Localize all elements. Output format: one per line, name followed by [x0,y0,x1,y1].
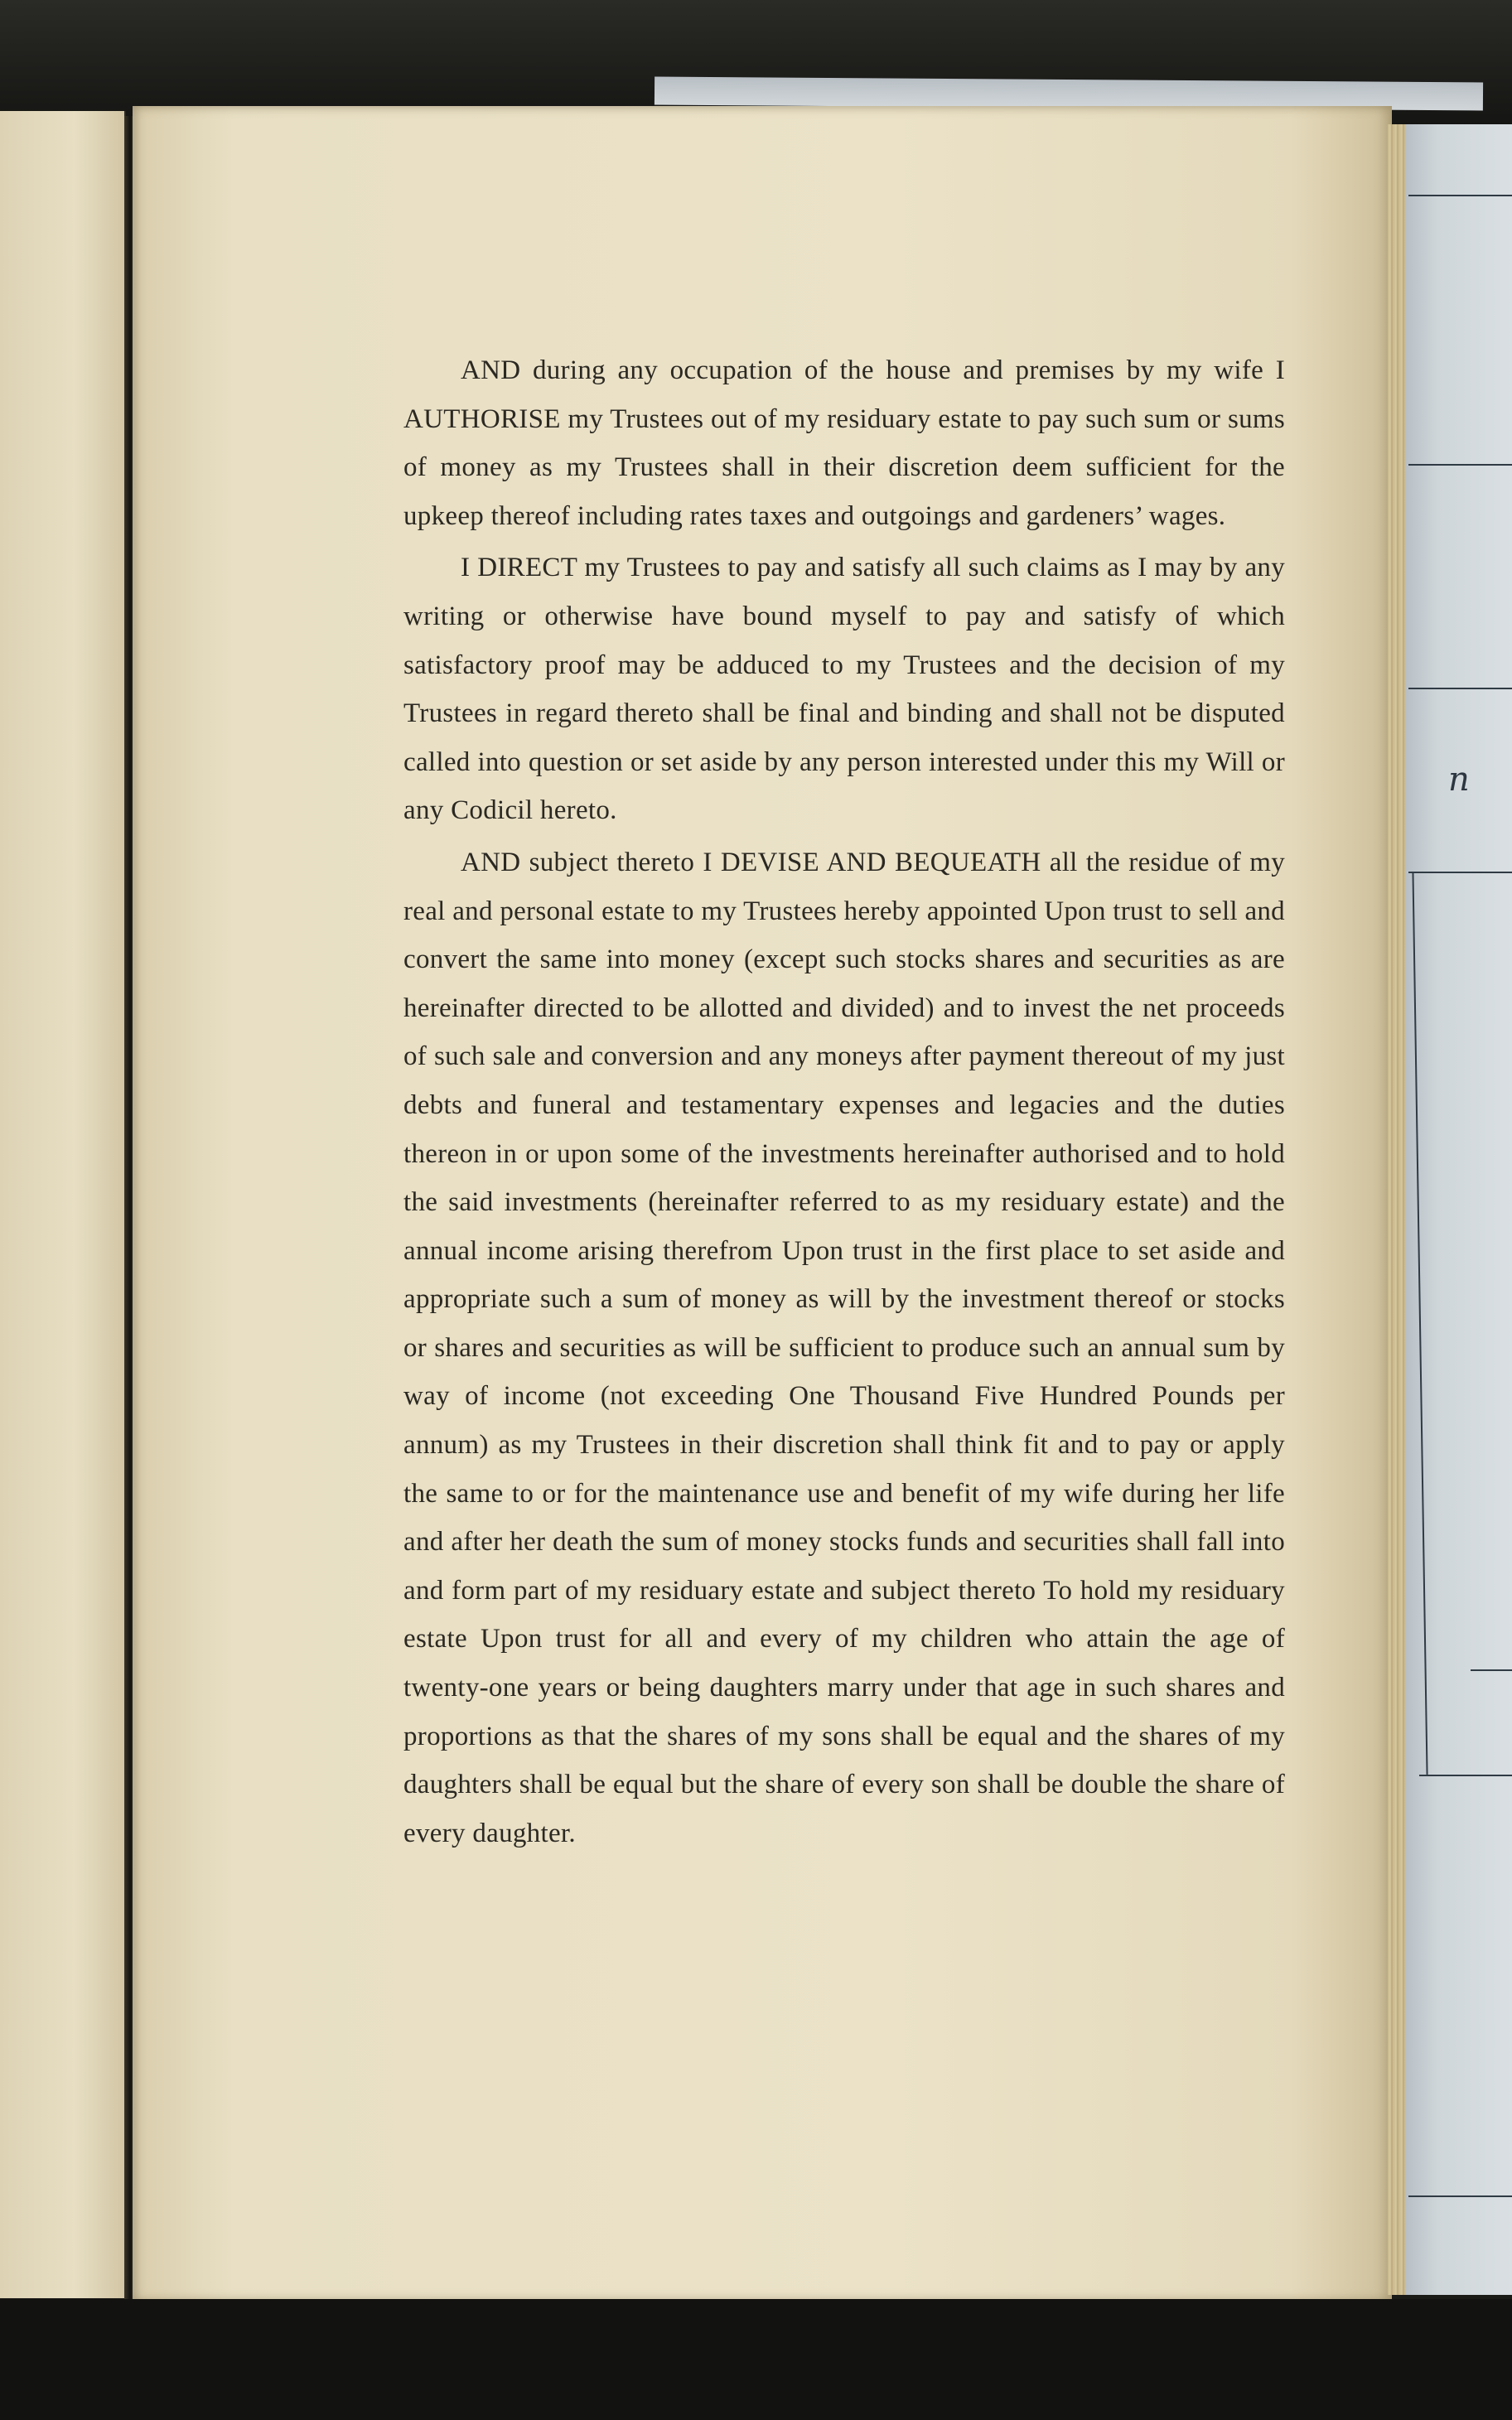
left-facing-page [0,111,126,2298]
map-line [1419,1775,1512,1776]
map-line [1408,688,1512,689]
attached-map-sheet [1406,124,1512,2295]
will-text [403,346,1285,1861]
page-edge-stack [1388,124,1406,2295]
paragraph-residue: AND subject thereto I DEVISE AND BEQUEATH all the residue of my real and personal estate to my Trustees hereby appointed Upon trust to sell and convert the same into money (except such stocks shares and securities as are hereinafter directed to be allotted and divided) and to invest the net proceeds of such sale and conversion and any moneys after payment thereout of my just debts and funeral and testamentary expenses and legacies and the duties thereon in or upon some of the investments hereinafter authorised and to hold the said investments (hereinafter referred to as my residuary estate) and the annual income arising therefrom Upon trust in the first place to set aside and appropriate such a sum of money as will by the investment thereof or stocks or shares and securities as will be sufficient to produce such an annual sum by way of income (not exceeding One Thousand Five Hundred Pounds per annum) as my Trustees in their discretion shall think fit and to pay or apply the same to or for the maintenance use and benefit of my wife during her life and after her death the sum of money stocks funds and securities shall fall into and form part of my residuary estate and subject thereto To hold my residuary estate Upon trust for all and every of my children who attain the age of twenty-one years or being daughters marry under that age in such shares and proportions as that the shares of my sons shall be equal and the shares of my daughters shall be equal but the share of every son shall be double the share of every daughter. [403,847,1285,1848]
handwritten-mark: n [1448,761,1470,799]
background-bottom [0,2299,1512,2420]
map-line [1408,464,1512,466]
paragraph-claims: I DIRECT my Trustees to pay and satisfy all such claims as I may by any writing or otherwise have bound myself to pay and satisfy of which satisfactory proof may be adduced to my Trustees and the decision of my Trustees in regard thereto shall be final and binding and shall not be disputed called into question or set aside by any person interested under this my Will or any Codicil hereto. [403,553,1285,826]
map-line [1408,2195,1512,2197]
map-line [1471,1669,1512,1671]
map-line [1408,872,1512,873]
paragraph-upkeep: AND during any occupation of the house and premises by my wife I AUTHORISE my Trustees out of my residuary estate to pay such sum or sums of money as my Trustees shall in their discretion deem sufficient for the upkeep thereof including rates taxes and outgoings and gardeners’ wages. [403,355,1285,531]
map-line [1408,195,1512,196]
